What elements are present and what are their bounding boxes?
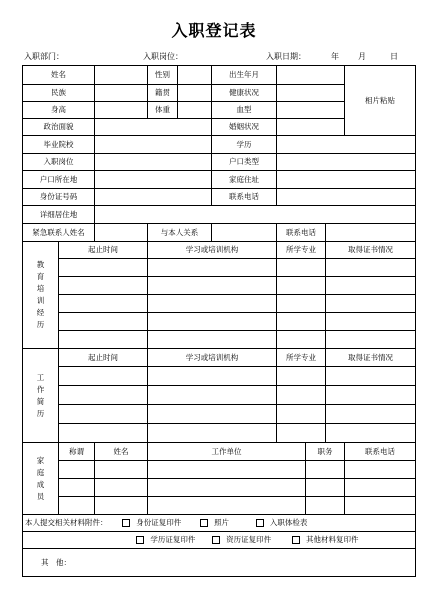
work-cell[interactable] xyxy=(326,386,416,405)
label-degree: 学历 xyxy=(212,136,277,154)
work-cell[interactable] xyxy=(148,424,277,443)
label-name: 姓名 xyxy=(23,66,95,85)
label-em-phone: 联系电话 xyxy=(277,224,326,242)
value-ethnicity[interactable] xyxy=(95,85,148,102)
registration-form xyxy=(22,65,416,577)
label-phone: 联系电话 xyxy=(212,189,277,206)
attachments-label: 本人提交相关材料附件： xyxy=(25,518,108,527)
value-weight[interactable] xyxy=(178,102,212,119)
value-home-addr[interactable] xyxy=(277,171,416,189)
family-header-title: 称谓 xyxy=(59,443,95,461)
family-cell[interactable] xyxy=(148,461,306,479)
header-position: 入职岗位： xyxy=(143,52,183,61)
work-cell[interactable] xyxy=(148,405,277,424)
work-cell[interactable] xyxy=(277,424,326,443)
label-job: 入职岗位 xyxy=(23,154,95,171)
value-address[interactable] xyxy=(95,206,416,224)
label-hukou-loc: 户口所在地 xyxy=(23,171,95,189)
edu-cell[interactable] xyxy=(148,313,277,331)
work-cell[interactable] xyxy=(59,405,148,424)
work-cell[interactable] xyxy=(277,367,326,386)
work-header-major: 所学专业 xyxy=(277,349,326,367)
edu-header-period: 起止时间 xyxy=(59,242,148,259)
work-cell[interactable] xyxy=(59,367,148,386)
value-id-no[interactable] xyxy=(95,189,212,206)
attachment-other-copy-label: 其他材料复印件 xyxy=(305,535,359,544)
checkbox-photo[interactable] xyxy=(200,519,208,527)
edu-cell[interactable] xyxy=(277,313,326,331)
header-year: 年 xyxy=(331,52,339,61)
checkbox-other-copy[interactable] xyxy=(292,536,300,544)
checkbox-medical[interactable] xyxy=(256,519,264,527)
value-emergency[interactable] xyxy=(95,224,148,242)
other-label: 其 他： xyxy=(41,557,71,567)
value-hukou-loc[interactable] xyxy=(95,171,212,189)
family-cell[interactable] xyxy=(306,461,345,479)
work-cell[interactable] xyxy=(326,424,416,443)
value-name[interactable] xyxy=(95,66,148,85)
label-birth: 出生年月 xyxy=(212,66,277,85)
family-header-name: 姓名 xyxy=(95,443,148,461)
work-cell[interactable] xyxy=(326,367,416,386)
edu-header-institution: 学习或培训机构 xyxy=(148,242,277,259)
edu-header-certificate: 取得证书情况 xyxy=(326,242,416,259)
family-cell[interactable] xyxy=(59,461,95,479)
label-relation: 与本人关系 xyxy=(148,224,212,242)
edu-cell[interactable] xyxy=(148,259,277,277)
other-row[interactable] xyxy=(23,549,416,577)
edu-cell[interactable] xyxy=(148,331,277,349)
checkbox-qualification-copy[interactable] xyxy=(212,536,220,544)
edu-cell[interactable] xyxy=(148,295,277,313)
family-header-phone: 联系电话 xyxy=(345,443,416,461)
attachment-id-copy-label: 身份证复印件 xyxy=(136,518,182,527)
family-side-label: 家 庭 成 员 xyxy=(23,443,59,515)
work-cell[interactable] xyxy=(277,405,326,424)
education-side-label: 教 育 培 训 经 历 xyxy=(23,242,59,349)
work-header-certificate: 取得证书情况 xyxy=(326,349,416,367)
label-hukou-type: 户口类型 xyxy=(212,154,277,171)
family-cell[interactable] xyxy=(306,479,345,497)
family-cell[interactable] xyxy=(95,461,148,479)
work-header-period: 起止时间 xyxy=(59,349,148,367)
edu-cell[interactable] xyxy=(277,277,326,295)
attachments-row-2 xyxy=(23,532,416,549)
work-header-institution: 学习或培训机构 xyxy=(148,349,277,367)
label-home-addr: 家庭住址 xyxy=(212,171,277,189)
family-cell[interactable] xyxy=(306,497,345,515)
value-native[interactable] xyxy=(178,85,212,102)
label-ethnicity: 民族 xyxy=(23,85,95,102)
edu-cell[interactable] xyxy=(326,313,416,331)
label-gender: 性别 xyxy=(148,66,178,85)
work-side-label: 工 作 简 历 xyxy=(23,349,59,443)
attachments-row-1 xyxy=(23,515,416,532)
label-photo: 相片粘贴 xyxy=(345,66,416,136)
header-month: 月 xyxy=(358,52,366,61)
edu-cell[interactable] xyxy=(59,277,148,295)
value-gender[interactable] xyxy=(178,66,212,85)
work-cell[interactable] xyxy=(277,386,326,405)
value-height[interactable] xyxy=(95,102,148,119)
family-header-employer: 工作单位 xyxy=(148,443,306,461)
family-cell[interactable] xyxy=(59,497,95,515)
edu-cell[interactable] xyxy=(326,331,416,349)
work-cell[interactable] xyxy=(148,386,277,405)
edu-cell[interactable] xyxy=(59,313,148,331)
page-title: 入职登记表 xyxy=(171,21,257,40)
attachment-qualification-copy-label: 资历证复印件 xyxy=(226,535,272,544)
family-cell[interactable] xyxy=(59,479,95,497)
label-address: 详细居住地 xyxy=(23,206,95,224)
value-birth[interactable] xyxy=(277,66,345,85)
label-political: 政治面貌 xyxy=(23,119,95,136)
value-relation[interactable] xyxy=(212,224,277,242)
label-height: 身高 xyxy=(23,102,95,119)
family-cell[interactable] xyxy=(148,497,306,515)
edu-cell[interactable] xyxy=(277,331,326,349)
edu-cell[interactable] xyxy=(326,259,416,277)
value-job[interactable] xyxy=(95,154,212,171)
label-emergency: 紧急联系人姓名 xyxy=(23,224,95,242)
label-school: 毕业院校 xyxy=(23,136,95,154)
value-school[interactable] xyxy=(95,136,212,154)
header-date: 入职日期： xyxy=(266,52,306,61)
family-cell[interactable] xyxy=(95,497,148,515)
attachment-medical-label: 入职体检表 xyxy=(269,518,308,527)
label-native: 籍贯 xyxy=(148,85,178,102)
value-phone[interactable] xyxy=(277,189,416,206)
edu-header-major: 所学专业 xyxy=(277,242,326,259)
label-id-no: 身份证号码 xyxy=(23,189,95,206)
family-cell[interactable] xyxy=(345,461,416,479)
work-cell[interactable] xyxy=(148,367,277,386)
work-cell[interactable] xyxy=(59,386,148,405)
edu-cell[interactable] xyxy=(326,295,416,313)
work-cell[interactable] xyxy=(59,424,148,443)
label-blood: 血型 xyxy=(212,102,277,119)
work-cell[interactable] xyxy=(326,405,416,424)
edu-cell[interactable] xyxy=(277,259,326,277)
family-cell[interactable] xyxy=(95,479,148,497)
edu-cell[interactable] xyxy=(59,259,148,277)
header-dept: 入职部门： xyxy=(24,52,64,61)
family-cell[interactable] xyxy=(148,479,306,497)
attachment-degree-copy-label: 学历证复印件 xyxy=(150,535,196,544)
value-hukou-type[interactable] xyxy=(277,154,416,171)
label-marital: 婚姻状况 xyxy=(212,119,277,136)
label-health: 健康状况 xyxy=(212,85,277,102)
attachment-photo-label: 照片 xyxy=(214,518,230,527)
edu-cell[interactable] xyxy=(277,295,326,313)
checkbox-id-copy[interactable] xyxy=(122,519,130,527)
value-em-phone[interactable] xyxy=(326,224,416,242)
edu-cell[interactable] xyxy=(148,277,277,295)
family-cell[interactable] xyxy=(345,479,416,497)
edu-cell[interactable] xyxy=(326,277,416,295)
value-blood[interactable] xyxy=(277,102,345,119)
family-cell[interactable] xyxy=(345,497,416,515)
edu-cell[interactable] xyxy=(59,295,148,313)
value-political[interactable] xyxy=(95,119,212,136)
value-marital[interactable] xyxy=(277,119,345,136)
label-weight: 体重 xyxy=(148,102,178,119)
edu-cell[interactable] xyxy=(59,331,148,349)
value-degree[interactable] xyxy=(277,136,416,154)
value-health[interactable] xyxy=(277,85,345,102)
family-header-duty: 职务 xyxy=(306,443,345,461)
checkbox-degree-copy[interactable] xyxy=(136,536,144,544)
header-day: 日 xyxy=(390,52,398,61)
